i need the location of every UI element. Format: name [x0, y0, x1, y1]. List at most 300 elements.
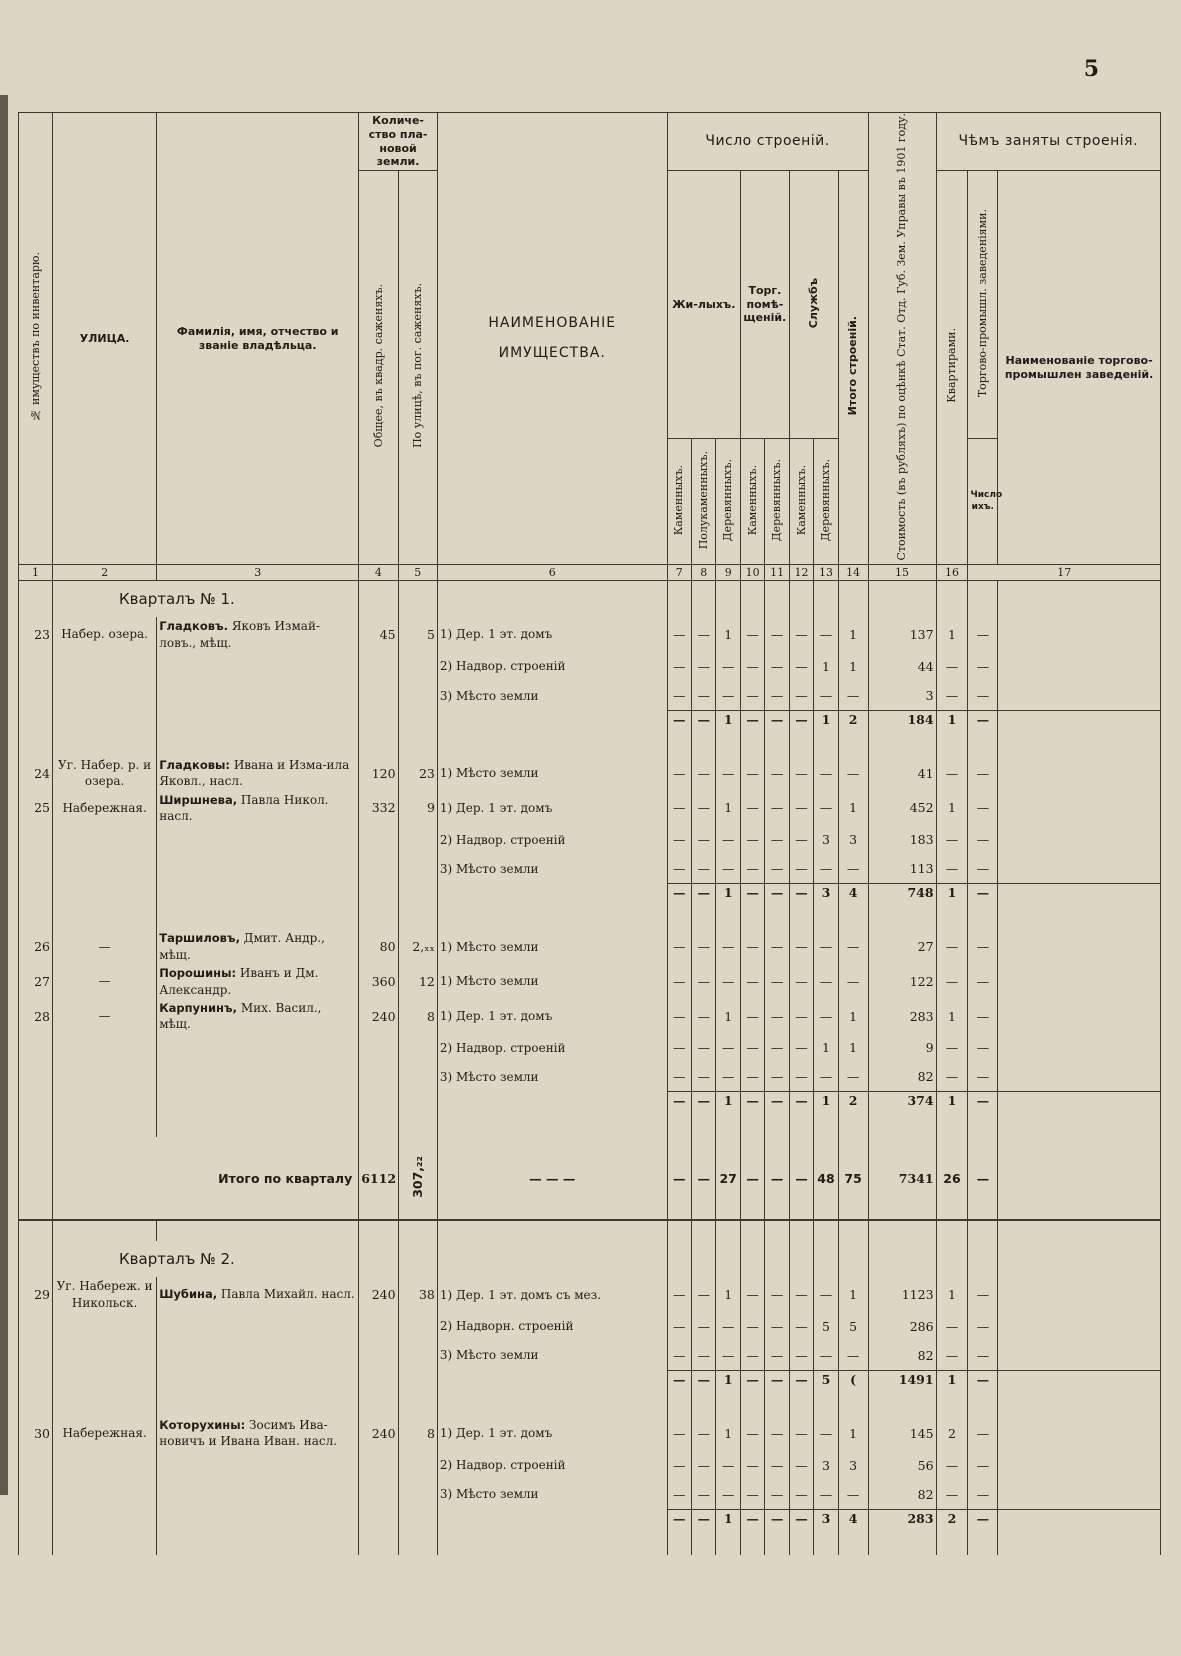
property-name: 3) Мѣсто земли	[437, 1341, 667, 1371]
empty-cell	[53, 710, 157, 728]
count-value: 137	[868, 617, 936, 652]
count-c10: —	[740, 791, 764, 826]
land-total: 120	[359, 756, 398, 791]
empty-cell	[53, 1220, 157, 1241]
count-c7: —	[667, 1277, 691, 1311]
empty-cell	[838, 1220, 868, 1241]
street-name	[53, 1341, 157, 1371]
land-street: 38	[398, 1277, 437, 1311]
empty-cell	[667, 1109, 691, 1137]
count-c11: —	[765, 929, 789, 964]
count-c9: 1	[716, 1509, 740, 1527]
count-c7: —	[667, 1137, 691, 1220]
count-c14: —	[838, 1480, 868, 1510]
column-number: 11	[765, 565, 789, 581]
empty-cell	[437, 1509, 667, 1527]
street-name: Уг. Набер. р. и озера.	[53, 756, 157, 791]
owner-cell	[157, 854, 359, 884]
header-trade-stone: Каменныхъ.	[740, 439, 764, 565]
count-c8: —	[692, 1370, 716, 1388]
count-c10: —	[740, 1312, 764, 1341]
empty-cell	[667, 1527, 691, 1555]
count-c16: —	[936, 929, 968, 964]
empty-cell	[19, 884, 53, 902]
count-c17: —	[968, 652, 998, 681]
count-c7: —	[667, 756, 691, 791]
count-c7: —	[667, 1033, 691, 1062]
empty-cell	[814, 901, 838, 929]
empty-cell	[398, 710, 437, 728]
trade-name-cell	[998, 1416, 1161, 1451]
count-c10: —	[740, 964, 764, 999]
empty-cell	[667, 1388, 691, 1416]
count-c10: —	[740, 999, 764, 1034]
subtotal-row	[19, 1370, 1161, 1388]
count-c12: —	[789, 1451, 813, 1480]
empty-cell	[789, 1527, 813, 1555]
count-c8: —	[692, 964, 716, 999]
count-c10: —	[740, 617, 764, 652]
count-c8: —	[692, 1451, 716, 1480]
spacer-row	[19, 1109, 1161, 1137]
empty-cell	[936, 728, 968, 756]
empty-cell	[868, 728, 936, 756]
empty-cell	[692, 901, 716, 929]
empty-cell	[936, 1388, 968, 1416]
table-row	[19, 1480, 1161, 1510]
count-c12: —	[789, 1312, 813, 1341]
empty-cell	[936, 1109, 968, 1137]
count-value: 184	[868, 710, 936, 728]
trade-name-cell	[998, 964, 1161, 999]
count-c8: —	[692, 1480, 716, 1510]
empty-cell	[53, 728, 157, 756]
empty-cell	[716, 581, 740, 618]
count-c12: —	[789, 756, 813, 791]
header-services: Службъ	[789, 171, 838, 439]
count-c10: —	[740, 1416, 764, 1451]
count-c12: —	[789, 929, 813, 964]
land-total: 240	[359, 1416, 398, 1451]
property-name: 1) Дер. 1 эт. домъ	[437, 999, 667, 1034]
count-c9: 1	[716, 1277, 740, 1311]
street-name	[53, 1312, 157, 1341]
inventory-number	[19, 1451, 53, 1480]
land-total	[359, 1341, 398, 1371]
empty-cell	[437, 1527, 667, 1555]
empty-cell	[740, 901, 764, 929]
trade-name-cell	[998, 652, 1161, 681]
empty-cell	[359, 1388, 398, 1416]
header-total-buildings: Итого строеній.	[838, 171, 868, 565]
count-c13: 3	[814, 1509, 838, 1527]
header-residential: Жи-лыхъ.	[667, 171, 740, 439]
count-c16: —	[936, 1033, 968, 1062]
count-c16: 1	[936, 617, 968, 652]
empty-cell	[667, 581, 691, 618]
empty-cell	[398, 1527, 437, 1555]
count-c8: —	[692, 756, 716, 791]
count-c7: —	[667, 1341, 691, 1371]
count-c17: —	[968, 1451, 998, 1480]
street-name	[53, 652, 157, 681]
count-c16: 1	[936, 999, 968, 1034]
count-value: 122	[868, 964, 936, 999]
count-c10: —	[740, 1451, 764, 1480]
count-c11: —	[765, 652, 789, 681]
owner-cell	[157, 1341, 359, 1371]
header-count: Число ихъ.	[968, 439, 998, 565]
count-c13: 3	[814, 825, 838, 854]
empty-cell	[838, 1388, 868, 1416]
count-c13: 5	[814, 1370, 838, 1388]
empty-cell	[157, 1109, 359, 1137]
count-c11: —	[765, 825, 789, 854]
owner-details: Яковъ Измай-ловъ., мѣщ.	[159, 619, 321, 650]
owner-surname: Которухины:	[159, 1417, 246, 1432]
inventory-number: 26	[19, 929, 53, 964]
property-ledger-table	[18, 112, 1161, 1555]
empty-cell	[838, 1241, 868, 1277]
inventory-number	[19, 1341, 53, 1371]
count-c17: —	[968, 999, 998, 1034]
property-name: 2) Надвор. строеній	[437, 1033, 667, 1062]
empty-cell	[765, 1241, 789, 1277]
empty-cell	[19, 1509, 53, 1527]
header-land-total: Общее, въ квадр. саженяхъ.	[359, 171, 398, 565]
count-c9: 1	[716, 791, 740, 826]
header-svc-wooden: Деревянныхъ.	[814, 439, 838, 565]
trade-name-cell	[998, 1451, 1161, 1480]
empty-cell	[789, 1388, 813, 1416]
owner-surname: Ширшнева,	[159, 792, 238, 807]
owner-surname: Порошины:	[159, 966, 237, 981]
count-c13: —	[814, 756, 838, 791]
count-c17: —	[968, 884, 998, 902]
empty-cell	[19, 1137, 53, 1220]
empty-cell	[19, 1241, 53, 1277]
page-edge	[0, 95, 8, 1495]
count-c16: —	[936, 1341, 968, 1371]
header-street: УЛИЦА.	[53, 113, 157, 565]
inventory-number	[19, 652, 53, 681]
trade-name-cell	[998, 1033, 1161, 1062]
trade-name-cell	[998, 825, 1161, 854]
column-number: 16	[936, 565, 968, 581]
empty-cell	[998, 1527, 1161, 1555]
empty-cell	[868, 1527, 936, 1555]
empty-cell	[19, 1370, 53, 1388]
empty-cell	[868, 901, 936, 929]
empty-cell	[765, 1220, 789, 1241]
count-c10: —	[740, 652, 764, 681]
count-c10: —	[740, 1137, 764, 1220]
table-row	[19, 756, 1161, 791]
property-name: 3) Мѣсто земли	[437, 854, 667, 884]
land-street	[398, 1033, 437, 1062]
column-number: 6	[437, 565, 667, 581]
street-name: —	[53, 999, 157, 1034]
land-street: 12	[398, 964, 437, 999]
count-value: 283	[868, 999, 936, 1034]
inventory-number: 28	[19, 999, 53, 1034]
column-number: 7	[667, 565, 691, 581]
count-c14: 1	[838, 1033, 868, 1062]
count-c8: —	[692, 825, 716, 854]
count-c7: —	[667, 1092, 691, 1110]
empty-cell	[53, 1109, 157, 1137]
land-total	[359, 681, 398, 711]
owner-cell	[157, 1033, 359, 1062]
empty-cell	[765, 581, 789, 618]
count-c17: —	[968, 964, 998, 999]
inventory-number: 30	[19, 1416, 53, 1451]
property-name: 2) Надвор. строеній	[437, 825, 667, 854]
count-c14: —	[838, 964, 868, 999]
count-c13: 1	[814, 1092, 838, 1110]
land-street: 8	[398, 999, 437, 1034]
count-c7: —	[667, 710, 691, 728]
empty-cell	[437, 1241, 667, 1277]
owner-surname: Таршиловъ,	[159, 931, 240, 946]
empty-cell	[838, 581, 868, 618]
count-value: 183	[868, 825, 936, 854]
count-c8: —	[692, 884, 716, 902]
count-c9: —	[716, 681, 740, 711]
empty-cell	[437, 1388, 667, 1416]
column-number: 1	[19, 565, 53, 581]
subtotal-row	[19, 1092, 1161, 1110]
count-c14: 75	[838, 1137, 868, 1220]
count-c13: 3	[814, 884, 838, 902]
count-c9: —	[716, 1312, 740, 1341]
count-c17: —	[968, 825, 998, 854]
owner-cell	[157, 999, 359, 1034]
spacer-row	[19, 901, 1161, 929]
empty-cell	[398, 1370, 437, 1388]
property-name: 2) Надворн. строеній	[437, 1312, 667, 1341]
empty-cell	[789, 1220, 813, 1241]
table-row	[19, 825, 1161, 854]
count-c11: —	[765, 1092, 789, 1110]
empty-cell	[740, 1527, 764, 1555]
table-row	[19, 1062, 1161, 1092]
land-street	[398, 1451, 437, 1480]
column-number: 14	[838, 565, 868, 581]
count-c17: —	[968, 1341, 998, 1371]
count-c9: 1	[716, 617, 740, 652]
spacer-row	[19, 1388, 1161, 1416]
count-c11: —	[765, 1033, 789, 1062]
land-street	[398, 1312, 437, 1341]
column-number: 17	[968, 565, 1161, 581]
count-c12: —	[789, 652, 813, 681]
header-res-half-stone: Полукаменныхъ.	[692, 439, 716, 565]
count-c16: —	[936, 825, 968, 854]
owner-cell	[157, 617, 359, 652]
empty-cell	[936, 1220, 968, 1241]
column-number: 13	[814, 565, 838, 581]
count-c7: —	[667, 1509, 691, 1527]
empty-cell	[19, 1092, 53, 1110]
land-street	[398, 854, 437, 884]
empty-cell	[19, 728, 53, 756]
count-c11: —	[765, 1370, 789, 1388]
empty-cell	[437, 901, 667, 929]
empty-cell	[716, 1388, 740, 1416]
count-c16: 1	[936, 884, 968, 902]
street-name	[53, 1062, 157, 1092]
count-c17: —	[968, 854, 998, 884]
empty-cell	[692, 728, 716, 756]
count-c16: 26	[936, 1137, 968, 1220]
count-c16: 2	[936, 1509, 968, 1527]
street-name	[53, 825, 157, 854]
count-c9: 1	[716, 1092, 740, 1110]
empty-cell	[437, 1092, 667, 1110]
table-row	[19, 1341, 1161, 1371]
count-value: 145	[868, 1416, 936, 1451]
header-land-quantity: Количе-ство пла-новой земли.	[359, 113, 438, 171]
empty-cell	[968, 728, 998, 756]
empty-cell	[692, 1527, 716, 1555]
land-total: 240	[359, 999, 398, 1034]
count-c9: —	[716, 964, 740, 999]
empty-cell	[814, 1388, 838, 1416]
land-total	[359, 1033, 398, 1062]
count-c7: —	[667, 617, 691, 652]
count-c12: —	[789, 825, 813, 854]
count-value: 56	[868, 1451, 936, 1480]
count-c7: —	[667, 929, 691, 964]
owner-cell	[157, 1277, 359, 1311]
count-c7: —	[667, 1480, 691, 1510]
empty-cell	[53, 901, 157, 929]
count-c14: 2	[838, 710, 868, 728]
land-street: 5	[398, 617, 437, 652]
trade-name-cell	[998, 929, 1161, 964]
count-c12: —	[789, 854, 813, 884]
inventory-number	[19, 1033, 53, 1062]
empty-cell	[667, 1220, 691, 1241]
count-value: 44	[868, 652, 936, 681]
empty-cell	[53, 1388, 157, 1416]
empty-cell	[437, 581, 667, 618]
count-value: 374	[868, 1092, 936, 1110]
count-c11: —	[765, 617, 789, 652]
empty-cell	[968, 1220, 998, 1241]
table-row	[19, 652, 1161, 681]
street-name	[53, 1033, 157, 1062]
owner-cell	[157, 1416, 359, 1451]
empty-cell	[359, 1109, 398, 1137]
land-street	[398, 681, 437, 711]
count-c7: —	[667, 964, 691, 999]
empty-cell	[359, 1370, 398, 1388]
count-c8: —	[692, 710, 716, 728]
count-c16: —	[936, 854, 968, 884]
count-c10: —	[740, 1062, 764, 1092]
owner-details: Ивана и Изма-ила Яковл., насл.	[159, 757, 350, 789]
owner-surname: Шубина,	[159, 1287, 218, 1302]
empty-cell	[936, 901, 968, 929]
count-c14: —	[838, 1341, 868, 1371]
count-c13: 1	[814, 710, 838, 728]
header-trade-wooden: Деревянныхъ.	[765, 439, 789, 565]
land-street: 8	[398, 1416, 437, 1451]
count-c14: —	[838, 681, 868, 711]
count-c13: —	[814, 617, 838, 652]
empty-cell	[692, 1109, 716, 1137]
street-name	[53, 1480, 157, 1510]
count-c13: —	[814, 1062, 838, 1092]
empty-cell	[157, 1220, 359, 1241]
empty-cell	[789, 901, 813, 929]
count-c17: —	[968, 617, 998, 652]
empty-cell	[765, 901, 789, 929]
count-c11: —	[765, 710, 789, 728]
count-c14: 1	[838, 791, 868, 826]
property-name: 1) Дер. 1 эт. домъ	[437, 617, 667, 652]
count-c16: —	[936, 1062, 968, 1092]
empty-cell	[437, 1370, 667, 1388]
count-c17: —	[968, 1416, 998, 1451]
empty-cell	[157, 1370, 359, 1388]
empty-cell	[814, 1109, 838, 1137]
column-number: 9	[716, 565, 740, 581]
inventory-number: 24	[19, 756, 53, 791]
empty-cell	[398, 1220, 437, 1241]
empty-cell	[53, 1527, 157, 1555]
quarter-total-land: 6112	[359, 1137, 398, 1220]
empty-cell	[692, 581, 716, 618]
empty-cell	[359, 1527, 398, 1555]
count-c17: —	[968, 1370, 998, 1388]
count-c9: —	[716, 929, 740, 964]
trade-name-cell	[998, 1137, 1161, 1220]
land-total: 332	[359, 791, 398, 826]
count-c12: —	[789, 681, 813, 711]
count-c12: —	[789, 1480, 813, 1510]
land-street: 2,ₓₓ	[398, 929, 437, 964]
owner-surname: Гладковы:	[159, 757, 230, 772]
empty-cell	[936, 1241, 968, 1277]
empty-cell	[359, 884, 398, 902]
empty-cell	[814, 728, 838, 756]
count-c17: —	[968, 1137, 998, 1220]
property-name: 2) Надвор. строеній	[437, 652, 667, 681]
count-value: 452	[868, 791, 936, 826]
empty-cell	[789, 581, 813, 618]
empty-cell	[998, 901, 1161, 929]
header-occupied-by: Чѣмъ заняты строенія.	[936, 113, 1160, 171]
table-row	[19, 681, 1161, 711]
count-c14: —	[838, 929, 868, 964]
count-c13: —	[814, 1277, 838, 1311]
empty-cell	[868, 1109, 936, 1137]
count-c14: 3	[838, 825, 868, 854]
street-name: Набережная.	[53, 791, 157, 826]
land-street: 23	[398, 756, 437, 791]
quarter-heading-row	[19, 581, 1161, 618]
header-inventory-number: № имуществъ по инвентарю.	[19, 113, 53, 565]
empty-cell	[53, 1509, 157, 1527]
empty-cell	[437, 710, 667, 728]
count-c11: —	[765, 791, 789, 826]
trade-name-cell	[998, 1092, 1161, 1110]
empty-cell	[814, 581, 838, 618]
land-total	[359, 825, 398, 854]
